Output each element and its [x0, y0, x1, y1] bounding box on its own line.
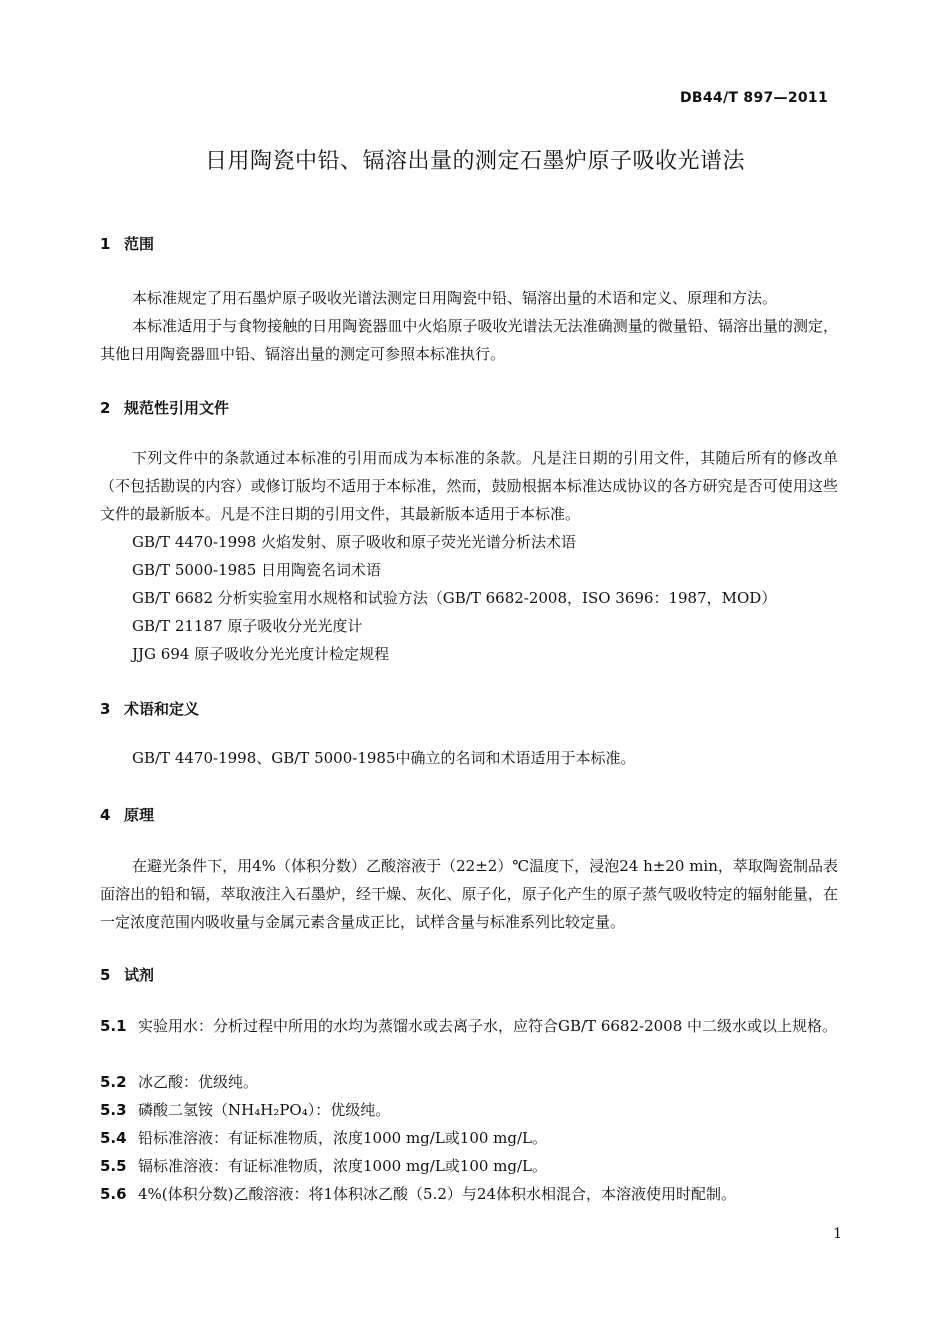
- section-heading-1: [100, 233, 154, 254]
- reference-item: JJG 694 原子吸收分光光度计检定规程: [132, 645, 390, 663]
- item-text: 4%(体积分数)乙酸溶液：将1体积冰乙酸（5.2）与24体积水相混合，本溶液使用时配制。: [138, 1185, 736, 1203]
- item-number: 5.3: [100, 1101, 127, 1119]
- item-number: 5.1: [100, 1017, 127, 1035]
- list-item: [100, 1096, 838, 1124]
- paragraph: 下列文件中的条款通过本标准的引用而成为本标准的条款。凡是注日期的引用文件，其随后所有的修改单（不包括勘误的内容）或修订版均不适用于本标准，然而，鼓励根据本标准达成协议的各方研究是否可使用这些文件的最新版本。凡是不注日期的引用文件，其最新版本适用于本标准。: [100, 449, 838, 523]
- section-title: 试剂: [124, 966, 155, 984]
- paragraph: 在避光条件下，用4%（体积分数）乙酸溶液于（22±2）℃温度下，浸泡24 h±20 min，萃取陶瓷制品表面溶出的铅和镉，萃取液注入石墨炉，经干燥、灰化、原子化，原子化产生的原子蒸气吸收特定的辐射能量，在一定浓度范围内吸收量与金属元素含量成正比，试样含量与标准系列比较定量。: [100, 857, 838, 931]
- reference-item: GB/T 5000-1985 日用陶瓷名词术语: [132, 561, 382, 579]
- page-number: 1: [833, 1226, 842, 1242]
- section-title: 术语和定义: [124, 700, 200, 718]
- section-number: 5: [100, 966, 111, 984]
- section-heading-2: [100, 397, 229, 418]
- item-number: 5.2: [100, 1073, 127, 1091]
- list-item: [100, 1068, 838, 1096]
- list-item: [100, 1124, 838, 1152]
- section-number: 2: [100, 399, 111, 417]
- list-item: [100, 1012, 838, 1040]
- item-text: 磷酸二氢铵（NH₄H₂PO₄）：优级纯。: [138, 1101, 391, 1119]
- item-text: 实验用水：分析过程中所用的水均为蒸馏水或去离子水，应符合GB/T 6682-2008 中二级水或以上规格。: [138, 1017, 838, 1035]
- section-number: 3: [100, 700, 111, 718]
- section-title: 范围: [124, 235, 155, 253]
- section-heading-3: [100, 698, 199, 719]
- section-title: 原理: [124, 806, 155, 824]
- paragraph: GB/T 4470-1998、GB/T 5000-1985中确立的名词和术语适用于本标准。: [132, 749, 636, 767]
- section-number: 1: [100, 235, 111, 253]
- paragraph: 本标准规定了用石墨炉原子吸收光谱法测定日用陶瓷中铅、镉溶出量的术语和定义、原理和方法。: [132, 289, 778, 307]
- reference-item: GB/T 6682 分析实验室用水规格和试验方法（GB/T 6682-2008，ISO 3696：1987，MOD）: [132, 589, 777, 607]
- document-title: 日用陶瓷中铅、镉溶出量的测定石墨炉原子吸收光谱法: [204, 149, 745, 174]
- reference-item: GB/T 21187 原子吸收分光光度计: [132, 617, 363, 635]
- item-number: 5.5: [100, 1157, 127, 1175]
- paragraph: 本标准适用于与食物接触的日用陶瓷器皿中火焰原子吸收光谱法无法准确测量的微量铅、镉溶出量的测定，其他日用陶瓷器皿中铅、镉溶出量的测定可参照本标准执行。: [100, 317, 838, 363]
- reference-item: GB/T 4470-1998 火焰发射、原子吸收和原子荧光光谱分析法术语: [132, 533, 577, 551]
- section-heading-5: [100, 964, 154, 985]
- item-text: 铅标准溶液：有证标准物质，浓度1000 mg/L或100 mg/L。: [138, 1129, 548, 1147]
- item-text: 冰乙酸：优级纯。: [138, 1073, 259, 1091]
- section-heading-4: [100, 804, 154, 825]
- list-item: [100, 1180, 838, 1208]
- item-number: 5.4: [100, 1129, 127, 1147]
- list-item: [100, 1152, 838, 1180]
- section-number: 4: [100, 806, 111, 824]
- item-number: 5.6: [100, 1185, 127, 1203]
- document-code: DB44/T 897—2011: [680, 90, 828, 106]
- item-text: 镉标准溶液：有证标准物质，浓度1000 mg/L或100 mg/L。: [138, 1157, 548, 1175]
- section-title: 规范性引用文件: [124, 399, 230, 417]
